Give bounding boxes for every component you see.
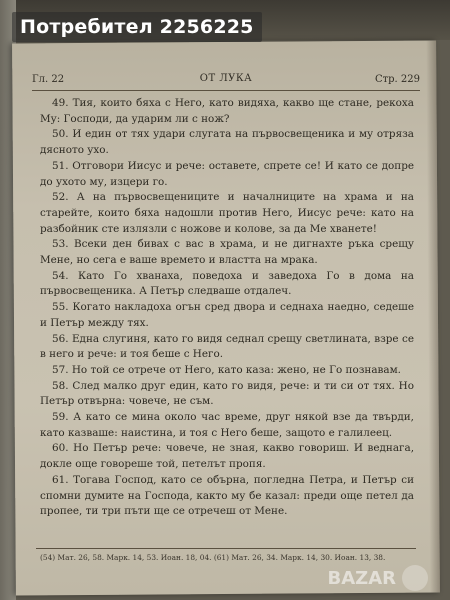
verse-60: 60. Но Петър рече: човече, не зная, какво говориш. И веднага, докле още говореше той, петелът пропя. — [40, 442, 414, 471]
verse-text — [40, 96, 414, 520]
verse-61: 61. Тогава Господ, като се обърна, погледна Петра, и Петър си спомни думите на Господа, както му бе казал: преди още петел да пропее, ти три пъти ще се отречеш от Мене. — [40, 473, 414, 518]
header-rule — [32, 90, 420, 91]
verse-55: 55. Когато накладоха огън сред двора и седнаха наедно, седеше и Петър между тях. — [40, 301, 414, 329]
verse-54: 54. Като Го хванаха, поведоха и заведоха Го в дома на първосвещеника. А Петър следваше отдалеч. — [40, 269, 414, 298]
book-title: ОТ ЛУКА — [199, 73, 253, 84]
user-banner: Потребител 2256225 — [12, 12, 262, 42]
page-edge-shadow — [426, 41, 440, 593]
bazar-logo-icon — [402, 565, 428, 591]
footnote-rule — [36, 548, 416, 549]
verse-58: 58. След малко друг един, като го видя, рече: и ти си от тях. Но Петър отвърна: човече, не съм. — [40, 379, 414, 408]
verse-53: 53. Всеки ден бивах с вас в храма, и не дигнахте ръка срещу Мене, но сега е ваше времето и властта на мрака. — [40, 238, 414, 267]
verse-49: 49. Тия, които бяха с Него, като видяха, какво ще стане, рекоха Му: Господи, да ударим ли с нож? — [40, 97, 414, 125]
page-number: Стр. 229 — [374, 74, 420, 85]
verse-51: 51. Отговори Иисус и рече: оставете, спрете се! И като се допре до ухото му, изцери го. — [40, 159, 414, 188]
verse-52: 52. А на първосвещениците и началниците на храма и на старейте, които бяха надошли против Него, Иисус рече: като на разбойник сте излязли с ножове и колове, за да Ме хванете! — [40, 191, 414, 235]
running-head — [32, 70, 420, 90]
verse-56: 56. Една слугиня, като го видя седнал срещу светлината, взре се в него и рече: и тоя беше с Него. — [40, 332, 414, 361]
chapter-label: Гл. 22 — [32, 74, 65, 85]
watermark-text: BAZAR — [327, 568, 396, 589]
verse-50: 50. И един от тях удари слугата на първосвещеника и му отряза дясното ухо. — [40, 128, 414, 157]
verse-57: 57. Но той се отрече от Него, като каза: жено, не Го познавам. — [52, 363, 401, 376]
verse-59: 59. А като се мина около час време, друг някой взе да твърди, като казваше: наистина, и тоя с Него беше, защото е галилеец. — [40, 411, 414, 439]
footnotes: (54) Мат. 26, 58. Марк. 14, 53. Иоан. 18, 04. (61) Мат. 26, 34. Марк. 14, 30. Иоан. 13, 38. — [40, 553, 386, 562]
